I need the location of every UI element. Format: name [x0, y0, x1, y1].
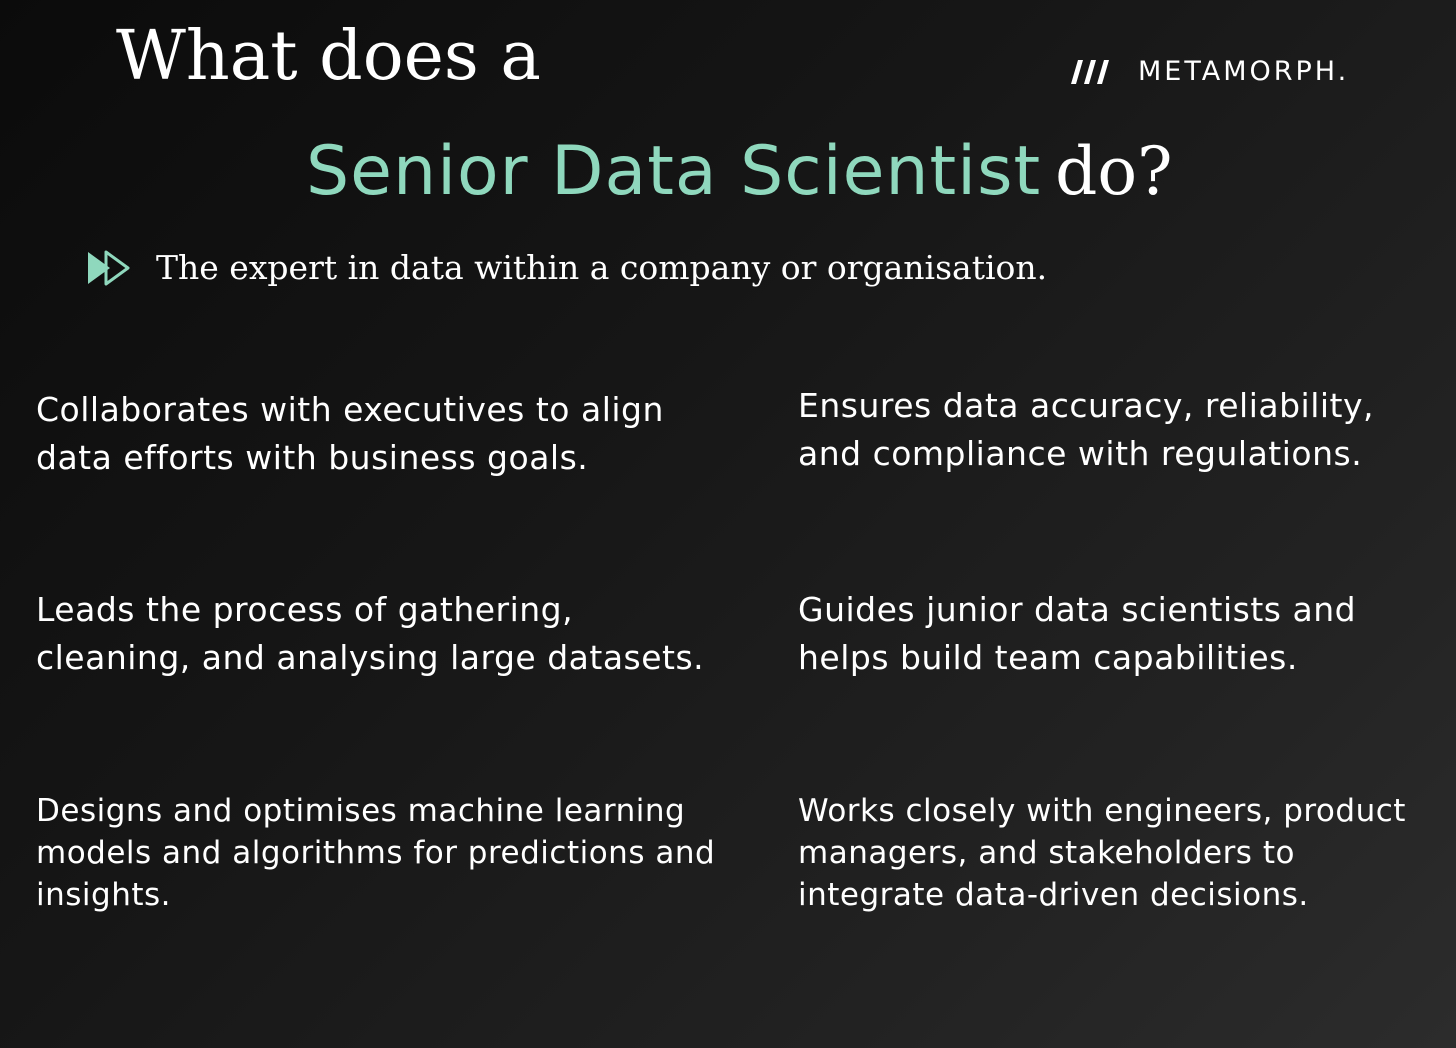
metamorph-slashes-icon: [1070, 56, 1122, 88]
brand: [1070, 56, 1349, 88]
responsibility-designs-models: Designs and optimises machine learning models and algorithms for predictions and insights.: [36, 793, 716, 913]
title-line-2: [306, 128, 1173, 234]
intro-text: The expert in data within a company or organisation.: [156, 248, 1048, 287]
intro: [86, 246, 1047, 290]
brand-name: METAMORPH.: [1138, 56, 1350, 87]
double-play-arrow-icon: [86, 249, 130, 287]
responsibility-works-closely: Works closely with engineers, product managers, and stakeholders to integrate data-driven decisions.: [798, 793, 1406, 913]
responsibility-guides-juniors: Guides junior data scientists and helps build team capabilities.: [798, 590, 1357, 677]
title-question-tail: do?: [1055, 133, 1173, 210]
responsibility-leads-process: Leads the process of gathering, cleaning, and analysing large datasets.: [36, 590, 705, 677]
title-role: Senior Data Scientist: [306, 132, 1042, 211]
responsibility-ensures-accuracy: Ensures data accuracy, reliability, and compliance with regulations.: [798, 386, 1375, 473]
title-line-1: What does a: [116, 17, 541, 96]
responsibility-collaborates: Collaborates with executives to align data efforts with business goals.: [36, 390, 664, 477]
